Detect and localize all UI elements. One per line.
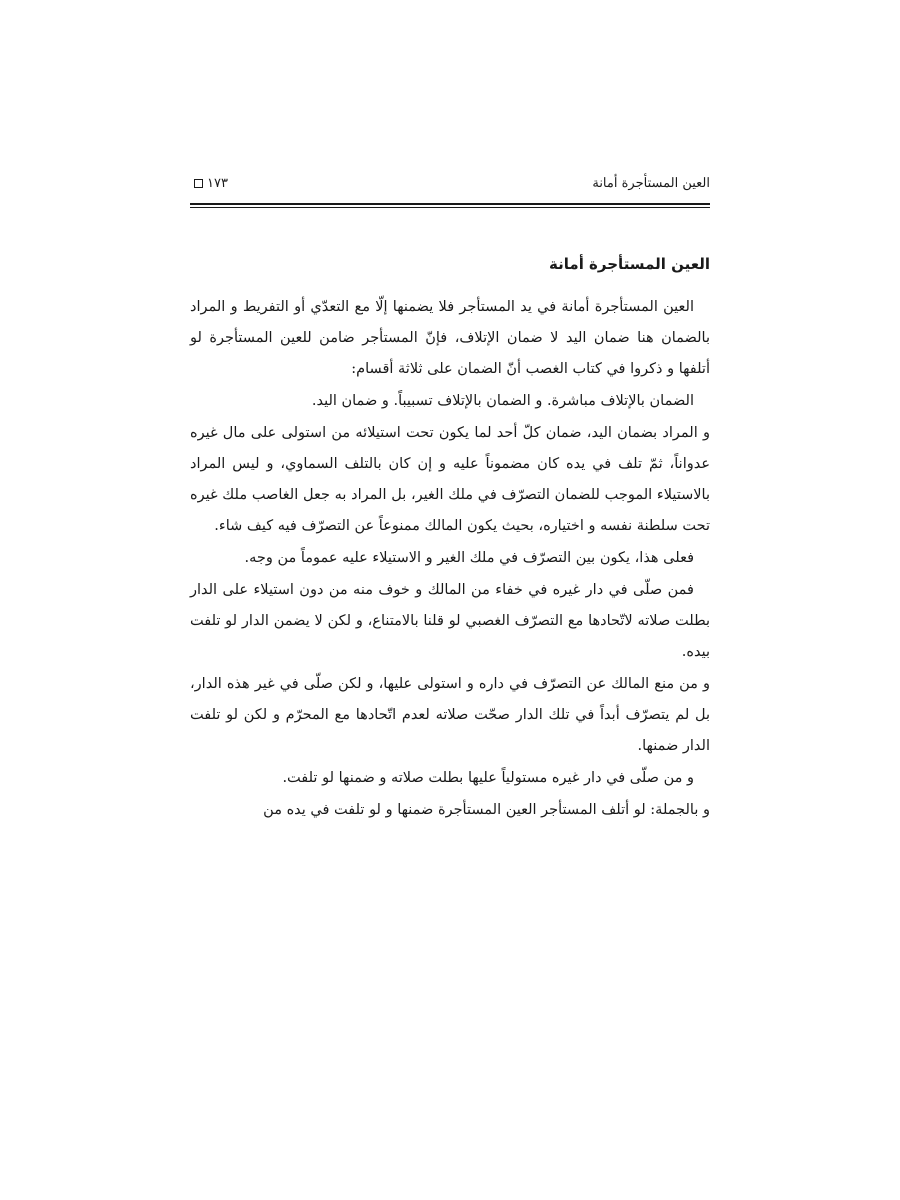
page-number: ١٧٣ — [207, 176, 228, 191]
paragraph: فعلى هذا، يكون بين التصرّف في ملك الغير و الاستيلاء عليه عموماً من وجه. — [244, 550, 694, 566]
square-bullet-icon — [194, 179, 203, 188]
page-body — [190, 250, 710, 827]
paragraph: و من منع المالك عن التصرّف في داره و استولى عليها، و لكن صلّى في غير هذه الدار، بل لم يتصرّف أبداً في تلك الدار صحّت صلاته لعدم اتّحادها مع المحرّم و لكن لو تلفت الدار ضمنها. — [190, 676, 710, 754]
section-title: العين المستأجرة أمانة — [549, 255, 710, 273]
paragraph: و بالجملة: لو أتلف المستأجر العين المستأجرة ضمنها و لو تلفت في يده من — [263, 802, 710, 818]
running-header-title: العين المستأجرة أمانة — [592, 176, 710, 191]
paragraph: الضمان بالإتلاف مباشرة. و الضمان بالإتلاف تسبيباً. و ضمان اليد. — [311, 393, 694, 409]
paragraph: فمن صلّى في دار غيره في خفاء من المالك و خوف منه من دون استيلاء على الدار بطلت صلاته لاتّحادها مع التصرّف الغصبي لو قلنا بالامتناع، و لكن لا يضمن الدار لو تلفت بيده. — [190, 582, 711, 660]
paragraph: و من صلّى في دار غيره مستولياً عليها بطلت صلاته و ضمنها لو تلفت. — [282, 770, 694, 786]
paragraph: و المراد بضمان اليد، ضمان كلّ أحد لما يكون تحت استيلائه من استولى على مال غيره عدواناً، ثمّ تلف في يده كان مضموناً عليه و إن كان بالتلف السماوي، و ليس المراد بالاستيلاء الموجب للضمان التصرّف في ملك الغير، بل المراد به جعل الغاصب ملك غيره تحت سلطنة نفسه و اختياره، بحيث يكون المالك ممنوعاً عن التصرّف فيه كيف شاء. — [190, 425, 710, 534]
page-number-group — [190, 176, 228, 191]
paragraph: العين المستأجرة أمانة في يد المستأجر فلا يضمنها إلّا مع التعدّي أو التفريط و المراد بالضمان هنا ضمان اليد لا ضمان الإتلاف، فإنّ المستأجر ضامن للعين المستأجرة لو أتلفها و ذكروا في كتاب الغصب أنّ الضمان على ثلاثة أقسام: — [190, 299, 710, 377]
header-rule-thick — [190, 203, 710, 205]
running-header — [190, 168, 710, 204]
header-rule-thin — [190, 207, 710, 208]
